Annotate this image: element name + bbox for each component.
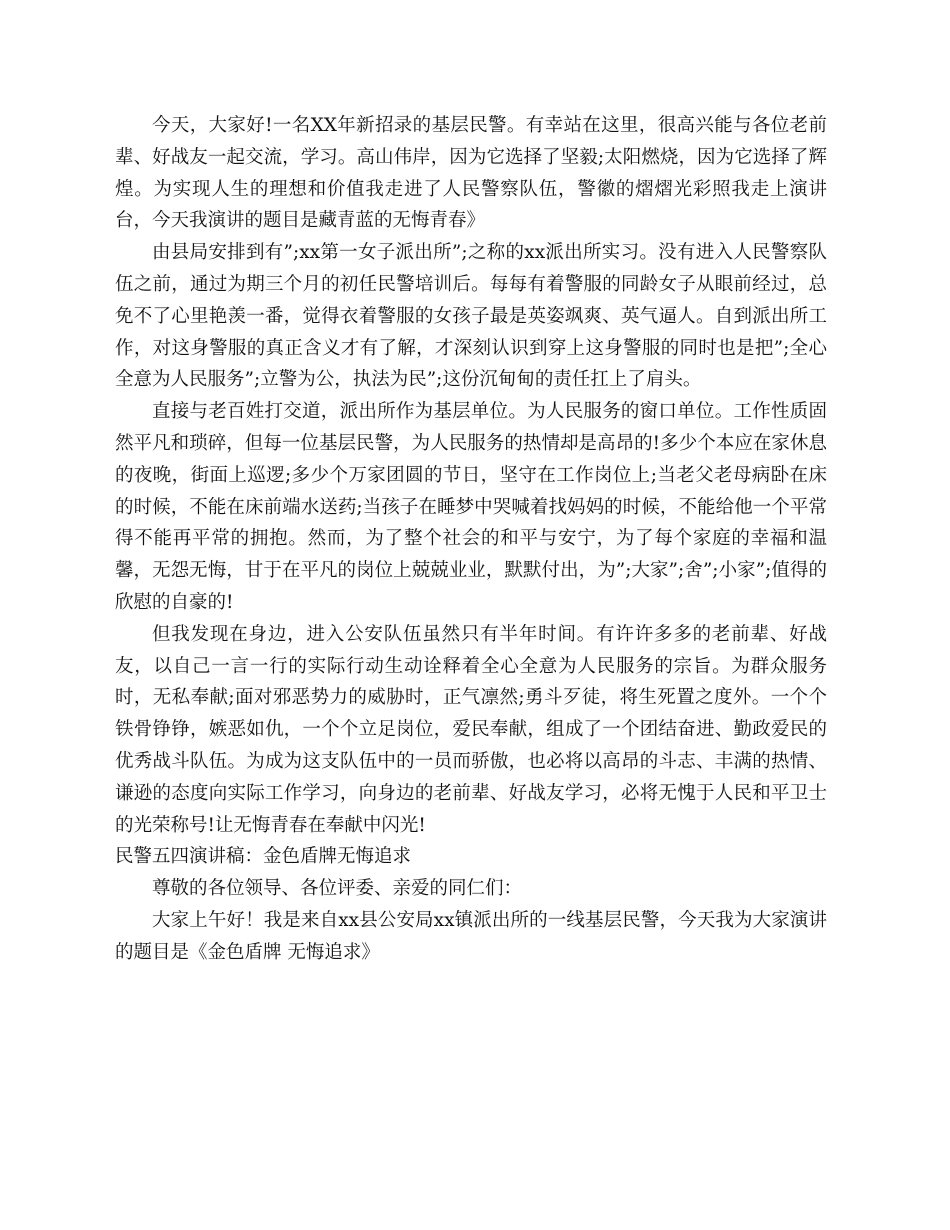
text-line: 由县局安排到有”;xx第一女子派出所”;之称的xx派出所实习。没有进入人 xyxy=(152,242,753,264)
text-line: 民警察队伍之前，通过为期三个月的初任民警培训后。每每有着警服的同龄女子从 xyxy=(115,242,827,295)
text-line: 勤政爱民的优秀战斗队伍。为成为这支队伍中的一员而骄傲，也必将以高昂的斗志、 xyxy=(115,719,827,772)
text-line: 尊敬的各位领导、各位评委、亲爱的同仁们： xyxy=(152,878,523,900)
paragraph-veterans xyxy=(115,619,827,842)
text-line: 直接与老百姓打交道，派出所作为基层单位。为人民服务的窗口单位。工作性 xyxy=(152,401,790,423)
paragraph-grassroots-work xyxy=(115,396,827,619)
text-line: 民警五四演讲稿：金色盾牌无悔追求 xyxy=(115,846,412,868)
section-title xyxy=(115,841,827,873)
text-line: 父老母病卧在床的时候，不能在床前端水送药;当孩子在睡梦中哭喊着找妈妈的时 xyxy=(115,464,827,518)
text-line: 人。自到派出所工作，对这身警服的真正含义才有了解，才深刻认识到穿上这身警 xyxy=(115,305,827,359)
paragraph-internship xyxy=(115,237,827,396)
text-line: 为”;大家”;舍”;小家”;值得的欣慰的自豪的! xyxy=(115,560,827,613)
text-line: 但我发现在身边，进入公安队伍虽然只有半年时间。有许许多多的老前辈、好 xyxy=(152,623,809,645)
text-line: 它选择了辉煌。为实现人生的理想和价值我走进了人民警察队伍，警徽的熠熠光彩 xyxy=(115,146,827,200)
text-line: 今天，大家好!一名XX年新招录的基层民警。有幸站在这里，很高兴能与各位 xyxy=(152,115,790,136)
paragraph-intro xyxy=(115,110,827,237)
document-page xyxy=(115,110,827,969)
text-line: 眼前经过，总免不了心里艳羡一番，觉得衣着警服的女孩子最是英姿飒爽、英气逼 xyxy=(115,273,827,327)
text-line: 老前辈、好战友一起交流，学习。高山伟岸，因为它选择了坚毅;太阳燃烧，因为 xyxy=(115,115,827,168)
text-line: 大家上午好！我是来自xx县公安局xx镇派出所的一线基层民警，今天我为大 xyxy=(152,909,772,931)
text-line: 候，不能给他一个平常得不能再平常的拥抱。然而，为了整个社会的和平与安宁， xyxy=(115,496,827,550)
text-line: 丰满的热情、谦逊的态度向实际工作学习，向身边的老前辈、好战友学习，必将无 xyxy=(115,750,827,804)
text-line: 照我走上演讲台，今天我演讲的题目是藏青蓝的无悔青春》 xyxy=(115,178,827,232)
text-line: 愧于人民和平卫士的光荣称号!让无悔青春在奉献中闪光! xyxy=(115,782,827,836)
text-line: 家演讲的题目是《金色盾牌 无悔追求》 xyxy=(115,909,827,963)
text-line: 服务时，无私奉献;面对邪恶势力的威胁时，正气凛然;勇斗歹徒，将生死置之度外。 xyxy=(115,655,827,709)
text-line: 战友，以自己一言一行的实际行动生动诠释着全心全意为人民服务的宗旨。为群众 xyxy=(115,623,827,677)
text-line: 一个个铁骨铮铮，嫉恶如仇，一个个立足岗位，爱民奉献，组成了一个团结奋进、 xyxy=(115,687,827,741)
text-line: 责任扛上了肩头。 xyxy=(553,369,702,391)
text-line: 服的同时也是把”;全心全意为人民服务”;立警为公，执法为民”;这份沉甸甸的 xyxy=(115,337,827,391)
text-line: 为了每个家庭的幸福和温馨，无怨无悔，甘于在平凡的岗位上兢兢业业，默默付出， xyxy=(115,528,827,582)
text-line: 质固然平凡和琐碎，但每一位基层民警，为人民服务的热情却是高昂的!多少个本 xyxy=(115,401,827,454)
paragraph-greeting xyxy=(115,905,827,969)
text-line: 应在家休息的夜晚，街面上巡逻;多少个万家团圆的节日，坚守在工作岗位上;当老 xyxy=(115,432,827,486)
paragraph-salutation xyxy=(115,873,827,905)
